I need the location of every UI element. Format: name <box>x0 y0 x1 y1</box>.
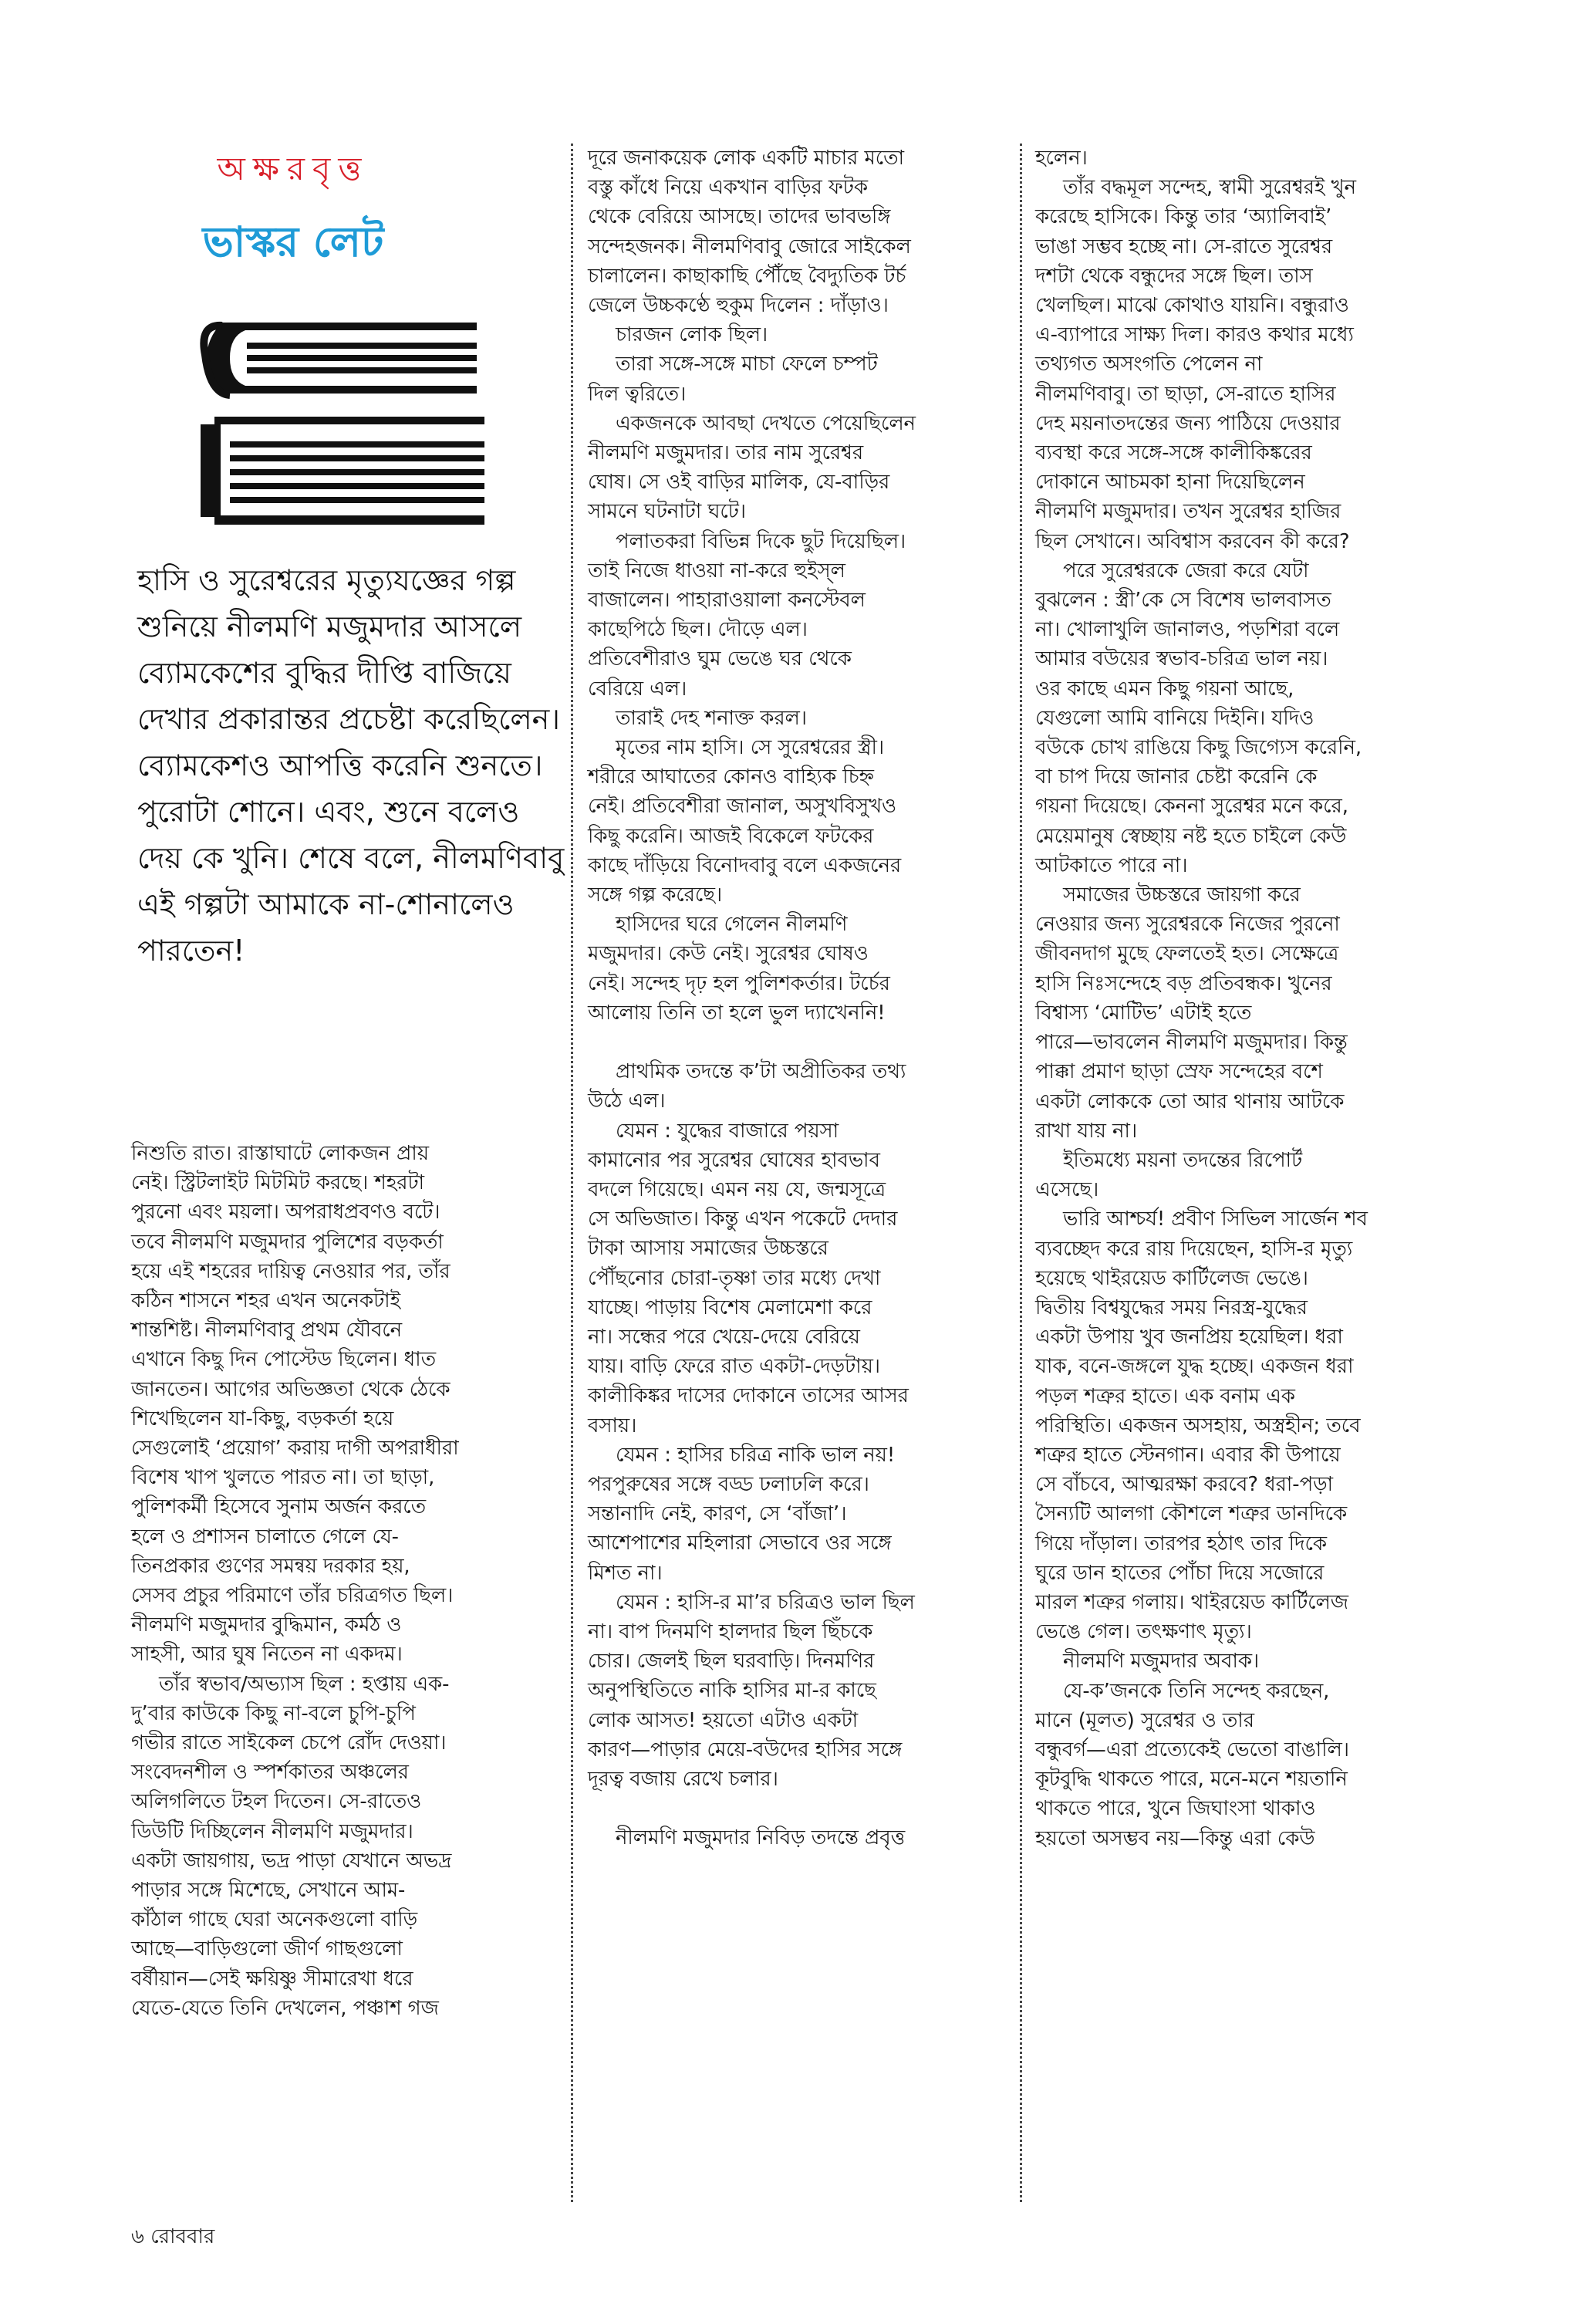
body-line: হয়েছে থাইরয়েড কার্টিলেজ ভেঙে। <box>1035 1266 1308 1290</box>
body-line: নীলমণিবাবু। তা ছাড়া, সে-রাতে হাসির <box>1035 382 1336 406</box>
body-line: দশটা থেকে বন্ধুদের সঙ্গে ছিল। তাস <box>1035 264 1313 288</box>
body-line: না। সন্ধের পরে খেয়ে-দেয়ে বেরিয়ে <box>588 1325 860 1349</box>
body-line: বস্তু কাঁধে নিয়ে একখান বাড়ির ফটক <box>588 176 868 200</box>
body-line: সৈন্যটি আলগা কৌশলে শত্রুর ডানদিকে <box>1035 1502 1348 1526</box>
body-line: তাঁর বদ্ধমূল সন্দেহ, স্বামী সুরেশ্বরই খুন <box>1063 176 1356 200</box>
body-line: পড়ল শত্রুর হাতে। এক বনাম এক <box>1035 1384 1295 1408</box>
body-line: ভারি আশ্চর্য! প্রবীণ সিভিল সার্জেন শব <box>1063 1208 1368 1231</box>
body-line: হয়ে এই শহরের দায়িত্ব নেওয়ার পর, তাঁর <box>131 1259 451 1283</box>
body-line: দূরত্ব বজায় রেখে চলার। <box>588 1767 778 1791</box>
body-line: পলাতকরা বিভিন্ন দিকে ছুট দিয়েছিল। <box>616 529 906 553</box>
body-line: ডিউটি দিচ্ছিলেন নীলমণি মজুমদার। <box>131 1819 413 1843</box>
body-line: পারে—ভাবলেন নীলমণি মজুমদার। কিন্তু <box>1035 1031 1348 1055</box>
body-line: বেরিয়ে এল। <box>588 677 687 701</box>
body-line: তারাই দেহ শনাক্ত করল। <box>616 706 807 730</box>
body-line: পৌঁছনোর চোরা-তৃষ্ণা তার মধ্যে দেখা <box>588 1266 881 1290</box>
body-line: যেগুলো আমি বানিয়ে দিইনি। যদিও <box>1035 706 1314 730</box>
body-line: একটা জায়গায়, ভদ্র পাড়া যেখানে অভদ্র <box>131 1849 452 1873</box>
body-line: মেয়েমানুষ স্বেচ্ছায় নষ্ট হতে চাইলে কেউ <box>1035 824 1347 848</box>
body-line: একটা উপায় খুব জনপ্রিয় হয়েছিল। ধরা <box>1035 1326 1343 1349</box>
body-line: চোর। জেলই ছিল ঘরবাড়ি। দিনমণির <box>588 1650 875 1674</box>
body-line: বন্ধুবর্গ—এরা প্রত্যেকেই ভেতো বাঙালি। <box>1035 1738 1349 1762</box>
body-line: কঠিন শাসনে শহর এখন অনেকটাই <box>131 1289 401 1313</box>
body-line: সাহসী, আর ঘুষ নিতেন না একদম। <box>131 1643 403 1667</box>
body-line: পরপুরুষের সঙ্গে বড্ড ঢলাঢলি করে। <box>588 1472 869 1496</box>
body-line: জীবনদাগ মুছে ফেলতেই হত। সেক্ষেত্রে <box>1035 942 1339 966</box>
body-line: চারজন লোক ছিল। <box>616 323 768 347</box>
body-line: বিশ্বাস্য ‘মোটিভ’ এটাই হতে <box>1035 1001 1252 1025</box>
body-line: সামনে ঘটনাটা ঘটে। <box>588 500 746 524</box>
body-line: শত্রুর হাতে স্টেনগান। এবার কী উপায়ে <box>1035 1443 1341 1467</box>
body-line: পুরনো এবং ময়লা। অপরাধপ্রবণও বটে। <box>131 1201 440 1224</box>
body-line: থেকে বেরিয়ে আসছে। তাদের ভাবভঙ্গি <box>588 205 891 229</box>
body-line: খেলছিল। মাঝে কোথাও যায়নি। বন্ধুরাও <box>1035 294 1349 318</box>
body-line: অনুপস্থিতিতে নাকি হাসির মা-র কাছে <box>588 1679 876 1703</box>
article-column-1 <box>131 1139 563 2023</box>
body-line: দিল ত্বরিতে। <box>588 382 687 406</box>
body-line: হয়তো অসম্ভব নয়—কিন্তু এরা কেউ <box>1035 1826 1315 1850</box>
body-line: নীলমণি মজুমদার নিবিড় তদন্তে প্রবৃত্ত <box>616 1826 906 1850</box>
body-line: না। বাপ দিনমণি হালদার ছিল ছিঁচকে <box>588 1620 873 1643</box>
body-line: কাছেপিঠে ছিল। দৌড়ে এল। <box>588 618 808 642</box>
body-line: মিশত না। <box>588 1561 663 1585</box>
body-line: তথ্যগত অসংগতি পেলেন না <box>1035 353 1263 377</box>
body-line: সেগুলোই ‘প্রয়োগ’ করায় দাগী অপরাধীরা <box>131 1437 459 1461</box>
body-line: সে বাঁচবে, আত্মরক্ষা করবে? ধরা-পড়া <box>1035 1473 1334 1497</box>
body-line: পাক্কা প্রমাণ ছাড়া স্রেফ সন্দেহের বশে <box>1035 1060 1323 1084</box>
body-line: আটকাতে পারে না। <box>1035 853 1188 877</box>
body-line: ঘোষ। সে ওই বাড়ির মালিক, যে-বাড়ির <box>588 471 890 495</box>
book-bottom-icon <box>201 417 484 525</box>
body-line: এসেছে। <box>1035 1178 1099 1202</box>
body-line: তারা সঙ্গে-সঙ্গে মাচা ফেলে চম্পট <box>616 353 878 377</box>
body-line: সে অভিজাত। কিন্তু এখন পকেটে দেদার <box>588 1208 898 1231</box>
body-line: একজনকে আবছা দেখতে পেয়েছিলেন <box>616 411 916 435</box>
body-line: কাছে দাঁড়িয়ে বিনোদবাবু বলে একজনের <box>588 853 902 877</box>
body-line: ব্যবস্থা করে সঙ্গে-সঙ্গে কালীকিঙ্করের <box>1035 441 1312 465</box>
book-stack-illustration <box>199 309 492 540</box>
body-line: ঘুরে ডান হাতের পোঁচা দিয়ে সজোরে <box>1035 1561 1325 1585</box>
body-line: সমাজের উচ্চস্তরে জায়গা করে <box>1063 883 1301 907</box>
article-column-2 <box>588 144 1020 1853</box>
body-line: দ্বিতীয় বিশ্বযুদ্ধের সময় নিরস্ত্র-যুদ্ধের <box>1035 1295 1308 1319</box>
body-line: হাসিদের ঘরে গেলেন নীলমণি <box>616 913 848 937</box>
body-line: প্রতিবেশীরাও ঘুম ভেঙে ঘর থেকে <box>588 647 852 671</box>
body-line: নীলমণি মজুমদার। তখন সুরেশ্বর হাজির <box>1035 500 1341 524</box>
teaser-text: হাসি ও সুরেশ্বরের মৃত্যুযজ্ঞের গল্প শুনিয়ে নীলমণি মজুমদার আসলে ব্যোমকেশের বুদ্ধির দীপ্তি বাজিয়ে দেখার প্রকারান্তর প্রচেষ্টা করেছিলেন। ব্যোমকেশও আপত্তি করেনি শুনতে। পুরোটা শোনে। এবং, শুনে বলেও দেয় কে খুনি। শেষে বলে, নীলমণিবাবু এই গল্পটা আমাকে না-শোনালেও পারতেন! <box>137 563 565 968</box>
body-line: নেই। স্ট্রিটলাইট মিটমিট করছে। শহরটা <box>131 1171 425 1195</box>
body-line: তাই নিজে ধাওয়া না-করে হুইস্‌ল <box>588 559 845 583</box>
body-line: নেই। প্রতিবেশীরা জানাল, অসুখবিসুখও <box>588 795 897 819</box>
body-line: কাঁঠাল গাছে ঘেরা অনেকগুলো বাড়ি <box>131 1908 418 1932</box>
body-line: গভীর রাতে সাইকেল চেপে রোঁদ দেওয়া। <box>131 1731 447 1755</box>
body-line: করেছে হাসিকে। কিন্তু তার ‘অ্যালিবাই’ <box>1035 205 1332 229</box>
body-line: কিছু করেনি। আজই বিকেলে ফটকের <box>588 824 874 848</box>
body-line: লোক আসত! হয়তো এটাও একটা <box>588 1708 859 1732</box>
body-line: শিখেছিলেন যা-কিছু, বড়কর্তা হয়ে <box>131 1407 394 1431</box>
body-line: বউকে চোখ রাঙিয়ে কিছু জিগ্যেস করেনি, <box>1035 736 1362 760</box>
body-line: যায়। বাড়ি ফেরে রাত একটা-দেড়টায়। <box>588 1355 881 1379</box>
body-line: বদলে গিয়েছে। এমন নয় যে, জন্মসূত্রে <box>588 1177 886 1201</box>
body-line: শান্তশিষ্ট। নীলমণিবাবু প্রথম যৌবনে <box>131 1319 403 1343</box>
body-line: মারল শত্রুর গলায়। থাইরয়েড কার্টিলেজ <box>1035 1590 1348 1614</box>
body-line: হাসি নিঃসন্দেহে বড় প্রতিবন্ধক। খুনের <box>1035 971 1332 995</box>
body-line: যাচ্ছে। পাড়ায় বিশেষ মেলামেশা করে <box>588 1295 872 1319</box>
body-line: যে-ক’জনকে তিনি সন্দেহ করছেন, <box>1063 1679 1330 1703</box>
body-line: ওর কাছে এমন কিছু গয়না আছে, <box>1035 677 1294 701</box>
body-line: মানে (মূলত) সুরেশ্বর ও তার <box>1035 1708 1254 1732</box>
body-line: ইতিমধ্যে ময়না তদন্তের রিপোর্ট <box>1063 1148 1303 1172</box>
body-line: সংবেদনশীল ও স্পর্শকাতর অঞ্চলের <box>131 1761 409 1785</box>
book-top-icon <box>204 323 477 395</box>
body-line: জেলে উচ্চকণ্ঠে হুকুম দিলেন : দাঁড়াও। <box>588 294 889 318</box>
body-line: পাড়ার সঙ্গে মিশেছে, সেখানে আম- <box>131 1879 406 1903</box>
body-line: না। খোলাখুলি জানালও, পড়শিরা বলে <box>1035 618 1340 642</box>
body-line: সেসব প্রচুর পরিমাণে তাঁর চরিত্রগত ছিল। <box>131 1584 454 1608</box>
body-line: আশেপাশের মহিলারা সেভাবে ওর সঙ্গে <box>588 1532 892 1556</box>
body-line: প্রাথমিক তদন্তে ক’টা অপ্রীতিকর তথ্য <box>616 1060 906 1084</box>
body-line: সঙ্গে গল্প করেছে। <box>588 883 723 907</box>
body-line: হলেন। <box>1035 147 1088 170</box>
column-divider-2 <box>1020 144 1022 2202</box>
body-line: সন্তানাদি নেই, কারণ, সে ‘বাঁজা’। <box>588 1502 847 1526</box>
body-line: জানতেন। আগের অভিজ্ঞতা থেকে ঠেকে <box>131 1377 451 1401</box>
body-line: চালালেন। কাছাকাছি পৌঁছে বৈদ্যুতিক টর্চ <box>588 264 906 288</box>
body-line: বুঝলেন : স্ত্রী’কে সে বিশেষ ভালবাসত <box>1035 589 1331 613</box>
body-line: দূরে জনাকয়েক লোক একটি মাচার মতো <box>588 147 904 170</box>
body-line: উঠে এল। <box>588 1089 666 1113</box>
body-line: অলিগলিতে টহল দিতেন। সে-রাতেও <box>131 1790 422 1814</box>
body-line: থাকতে পারে, খুনে জিঘাংসা থাকাও <box>1035 1797 1316 1821</box>
body-line: তবে নীলমণি মজুমদার পুলিশের বড়কর্তা <box>131 1230 444 1254</box>
body-line: নিশুতি রাত। রাস্তাঘাটে লোকজন প্রায় <box>131 1142 429 1165</box>
body-line: একটা লোককে তো আর থানায় আটকে <box>1035 1089 1345 1113</box>
body-line: গয়না দিয়েছে। কেননা সুরেশ্বর মনে করে, <box>1035 795 1348 819</box>
body-line: বাজালেন। পাহারাওয়ালা কনস্টেবল <box>588 589 866 613</box>
body-line: যেমন : যুদ্ধের বাজারে পয়সা <box>616 1119 839 1143</box>
body-line: যেমন : হাসি-র মা’র চরিত্রও ভাল ছিল <box>616 1590 915 1614</box>
body-line: শরীরে আঘাতের কোনও বাহ্যিক চিহ্ন <box>588 765 874 789</box>
page-folio: ৬ রোববার <box>131 2225 215 2248</box>
body-line: তাঁর স্বভাব/অভ্যাস ছিল : হপ্তায় এক- <box>159 1672 450 1696</box>
body-line: যাক, বনে-জঙ্গলে যুদ্ধ হচ্ছে। একজন ধরা <box>1035 1355 1354 1379</box>
body-line: পরে সুরেশ্বরকে জেরা করে যেটা <box>1063 559 1309 583</box>
article-column-3 <box>1035 144 1467 1853</box>
body-line: দু’বার কাউকে কিছু না-বলে চুপি-চুপি <box>131 1701 416 1725</box>
body-line: দোকানে আচমকা হানা দিয়েছিলেন <box>1035 471 1305 495</box>
body-line: এখানে কিছু দিন পোস্টেড ছিলেন। ধাত <box>131 1348 436 1372</box>
body-line: পুলিশকর্মী হিসেবে সুনাম অর্জন করতে <box>131 1495 427 1519</box>
body-line: বর্ষীয়ান—সেই ক্ষয়িষ্ণু সীমারেখা ধরে <box>131 1967 413 1991</box>
body-line: নীলমণি মজুমদার বুদ্ধিমান, কর্মঠ ও <box>131 1613 402 1637</box>
body-line: কালীকিঙ্কর দাসের দোকানে তাসের আসর <box>588 1384 909 1408</box>
body-line: নেই। সন্দেহ দৃঢ় হল পুলিশকর্তার। টর্চের <box>588 971 890 995</box>
column-divider-1 <box>571 144 573 2202</box>
body-line: ভাঙা সম্ভব হচ্ছে না। সে-রাতে সুরেশ্বর <box>1035 235 1333 258</box>
body-line: হলে ও প্রশাসন চালাতে গেলে যে- <box>131 1525 399 1549</box>
body-line: এ-ব্যাপারে সাক্ষ্য দিল। কারও কথার মধ্যে <box>1035 323 1354 347</box>
body-line: কূটবুদ্ধি থাকতে পারে, মনে-মনে শয়তানি <box>1035 1768 1348 1792</box>
body-line: সন্দেহজনক। নীলমণিবাবু জোরে সাইকেল <box>588 235 911 258</box>
body-line: বসায়। <box>588 1414 637 1437</box>
body-line: গিয়ে দাঁড়াল। তারপর হঠাৎ তার দিকে <box>1035 1532 1327 1556</box>
body-line: বিশেষ খাপ খুলতে পারত না। তা ছাড়া, <box>131 1466 435 1490</box>
body-line: দেহ ময়নাতদন্তের জন্য পাঠিয়ে দেওয়ার <box>1035 411 1341 435</box>
body-line: তিনপ্রকার গুণের সমন্বয় দরকার হয়, <box>131 1554 410 1578</box>
body-line: আছে—বাড়িগুলো জীর্ণ গাছগুলো <box>131 1937 403 1961</box>
body-line: মজুমদার। কেউ নেই। সুরেশ্বর ঘোষও <box>588 942 869 966</box>
body-line: কারণ—পাড়ার মেয়ে-বউদের হাসির সঙ্গে <box>588 1738 903 1762</box>
body-line: কামানোর পর সুরেশ্বর ঘোষের হাবভাব <box>588 1148 880 1172</box>
body-line: আলোয় তিনি তা হলে ভুল দ্যাখেননি! <box>588 1001 886 1025</box>
body-line: নেওয়ার জন্য সুরেশ্বরকে নিজের পুরনো <box>1035 913 1340 937</box>
author-name: ভাস্কর লেট <box>202 218 384 266</box>
body-line: নীলমণি মজুমদার। তার নাম সুরেশ্বর <box>588 441 864 465</box>
body-line: আমার বউয়ের স্বভাব-চরিত্র ভাল নয়। <box>1035 647 1328 671</box>
body-line: পরিস্থিতি। একজন অসহায়, অস্ত্রহীন; তবে <box>1035 1414 1361 1437</box>
body-line: যেতে-যেতে তিনি দেখলেন, পঞ্চাশ গজ <box>131 1996 439 2020</box>
body-line: ছিল সেখানে। অবিশ্বাস করবেন কী করে? <box>1035 529 1350 553</box>
section-label: অক্ষরবৃত্ত <box>217 150 370 187</box>
body-line: রাখা যায় না। <box>1035 1119 1138 1143</box>
body-line: ব্যবচ্ছেদ করে রায় দিয়েছেন, হাসি-র মৃত্যু <box>1035 1237 1353 1261</box>
body-line: ভেঙে গেল। তৎক্ষণাৎ মৃত্যু। <box>1035 1620 1252 1644</box>
body-line: যেমন : হাসির চরিত্র নাকি ভাল নয়! <box>616 1443 896 1467</box>
body-line: টাকা আসায় সমাজের উচ্চস্তরে <box>588 1237 828 1261</box>
body-line: নীলমণি মজুমদার অবাক। <box>1063 1650 1260 1674</box>
body-line: বা চাপ দিয়ে জানার চেষ্টা করেনি কে <box>1035 765 1318 789</box>
body-line: মৃতের নাম হাসি। সে সুরেশ্বরের স্ত্রী। <box>616 736 885 760</box>
